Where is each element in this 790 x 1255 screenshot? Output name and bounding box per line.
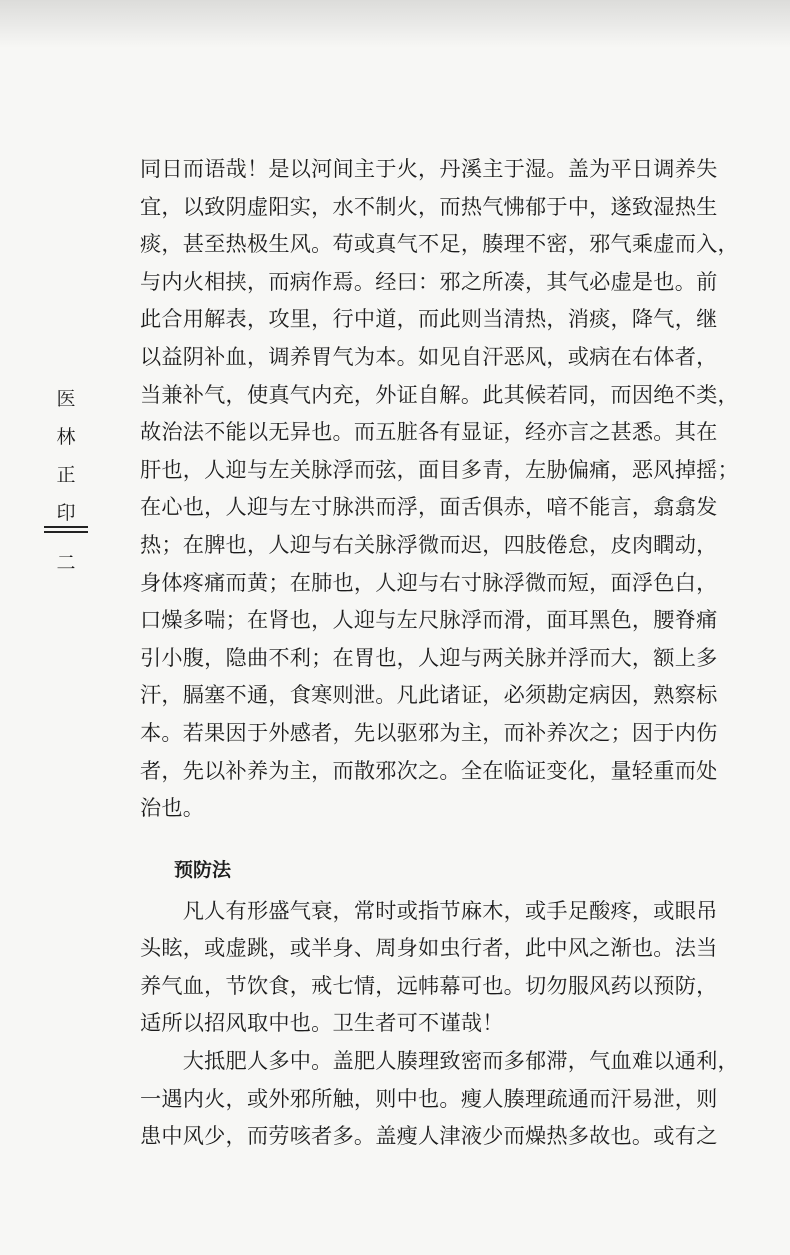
text-line: 以益阴补血，调养胃气为本。如见自汗恶风，或病在右体者， [140,343,718,369]
text-line: 患中风少，而劳咳者多。盖瘦人津液少而燥热多故也。或有之 [140,1123,718,1149]
text-line: 者，先以补养为主，而散邪次之。全在临证变化，量轻重而处 [140,757,718,783]
running-head-rule-bottom [44,531,88,533]
text-line: 当兼补气，使真气内充，外证自解。此其候若同，而因绝不类， [140,381,739,407]
text-line: 在心也，人迎与左寸脉洪而浮，面舌俱赤，喑不能言，翕翕发 [140,494,718,520]
text-line: 适所以招风取中也。卫生者可不谨哉！ [140,1010,504,1036]
running-head-char: 正 [56,464,76,486]
paragraph-main [140,150,739,827]
text-line: 痰，甚至热极生风。苟或真气不足，腠理不密，邪气乘虚而入， [140,231,739,257]
text-line: 与内火相挟，而病作焉。经曰：邪之所凑，其气必虚是也。前 [140,268,718,294]
running-head-char: 医 [56,388,76,410]
text-line: 同日而语哉！是以河间主于火，丹溪主于湿。盖为平日调养失 [140,156,718,181]
text-line: 头眩，或虚跳，或半身、周身如虫行者，此中风之渐也。法当 [140,935,718,961]
text-line: 故治法不能以无异也。而五脏各有显证，经亦言之甚悉。其在 [140,419,718,445]
body-text [140,150,739,1155]
text-line: 治也。 [140,795,205,821]
text-line: 口燥多喘；在肾也，人迎与左尺脉浮而滑，面耳黑色，腰脊痛 [140,607,718,633]
text-line: 热；在脾也，人迎与右关脉浮微而迟，四肢倦怠，皮肉瞤动， [140,531,718,557]
running-head-char: 林 [56,426,76,448]
text-line: 凡人有形盛气衰，常时或指节麻木，或手足酸疼，或眼吊 [140,897,718,923]
text-line: 大抵肥人多中。盖肥人腠理致密而多郁滞，气血难以通利， [140,1048,739,1074]
text-line: 一遇内火，或外邪所触，则中也。瘦人腠理疏通而汗易泄，则 [140,1085,718,1111]
page-number: 二 [56,552,76,574]
text-line: 宜，以致阴虚阳实，水不制火，而热气怫郁于中，遂致湿热生 [140,193,718,219]
section-heading: 预防法 [174,858,232,881]
text-line: 本。若果因于外感者，先以驱邪为主，而补养次之；因于内伤 [140,719,718,745]
text-line: 肝也，人迎与左关脉浮而弦，面目多青，左胁偏痛，恶风掉摇； [140,456,739,482]
text-line: 身体疼痛而黄；在肺也，人迎与右寸脉浮微而短，面浮色白， [140,569,718,595]
running-head-char: 印 [56,502,76,524]
text-line: 引小腹，隐曲不利；在胃也，人迎与两关脉并浮而大，额上多 [140,644,718,670]
paragraph-prevention [140,892,739,1155]
running-head-rule-top [44,526,88,528]
text-line: 此合用解表，攻里，行中道，而此则当清热，消痰，降气，继 [140,306,718,332]
text-line: 养气血，节饮食，戒七情，远帏幕可也。切勿服风药以预防， [140,972,718,998]
scan-edge-shadow [0,0,790,48]
text-line: 汗，膈塞不通，食寒则泄。凡此诸证，必须勘定病因，熟察标 [140,682,718,708]
running-head-title [52,380,80,532]
